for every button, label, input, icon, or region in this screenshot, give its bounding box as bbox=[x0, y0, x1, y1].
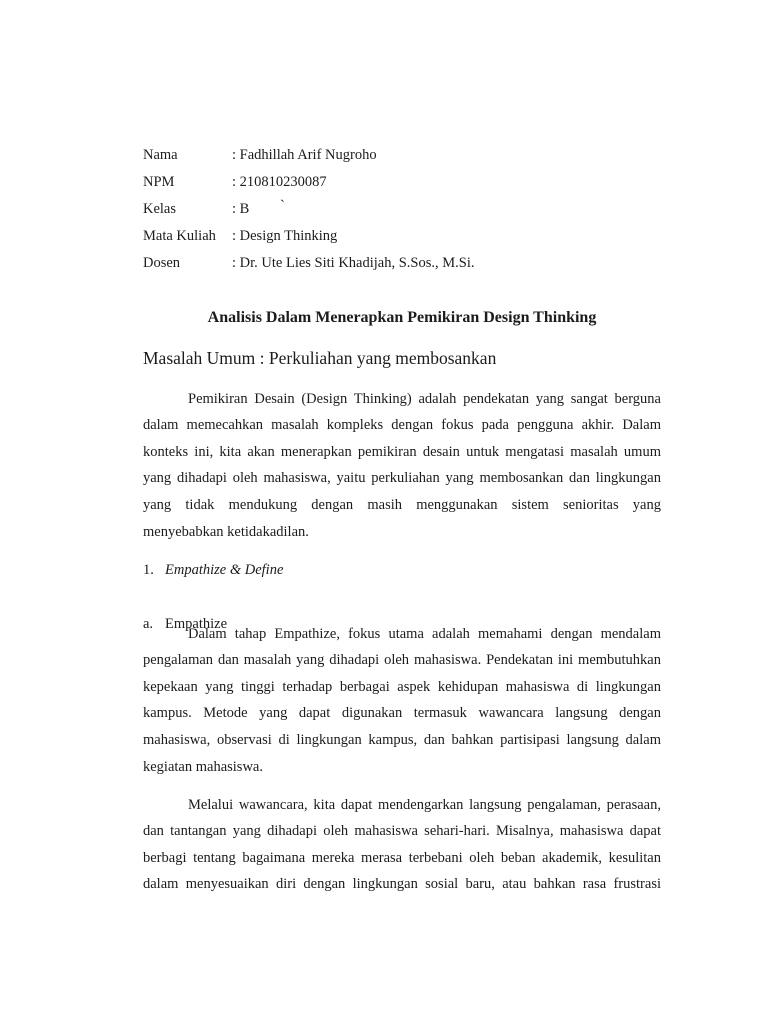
identity-value: : Design Thinking bbox=[232, 227, 338, 244]
identity-label: Kelas bbox=[143, 200, 177, 217]
problem-heading: Masalah Umum : Perkuliahan yang membosankan bbox=[143, 348, 497, 368]
identity-value: : B bbox=[232, 200, 250, 217]
identity-header bbox=[143, 142, 661, 277]
stray-mark: ` bbox=[280, 197, 285, 214]
paragraph-line: kampus. Metode yang dapat digunakan termasuk wawancara langsung dengan bbox=[143, 705, 661, 722]
paragraph-line: mahasiswa, observasi di lingkungan kampus, dan bahkan partisipasi langsung dalam bbox=[143, 732, 661, 749]
subsection-label: Empathize bbox=[165, 615, 228, 632]
paragraph-line: kepekaan yang tinggi terhadap berbagai aspek kehidupan mahasiswa di lingkungan bbox=[143, 678, 661, 695]
interview-paragraph bbox=[143, 792, 661, 898]
section-heading bbox=[143, 557, 661, 584]
paragraph-line: dalam menyesuaikan diri dengan lingkungan sosial baru, atau bahkan rasa frustrasi bbox=[143, 876, 661, 893]
identity-label: Dosen bbox=[143, 254, 181, 271]
identity-label: Nama bbox=[143, 146, 178, 163]
paragraph-line: Dalam tahap Empathize, fokus utama adalah memahami dengan mendalam bbox=[188, 625, 661, 642]
subsection-letter: a. bbox=[143, 615, 154, 632]
paragraph-line: konteks ini, kita akan menerapkan pemikiran desain untuk mengatasi masalah umum bbox=[143, 443, 661, 460]
identity-row-nama bbox=[143, 142, 661, 169]
identity-label: Mata Kuliah bbox=[143, 227, 216, 244]
paragraph-line: kegiatan mahasiswa. bbox=[143, 758, 263, 775]
paragraph-line: Pemikiran Desain (Design Thinking) adalah pendekatan yang sangat berguna bbox=[188, 390, 661, 407]
identity-row-dosen bbox=[143, 250, 661, 277]
identity-row-npm bbox=[143, 169, 661, 196]
empathize-paragraph bbox=[143, 621, 661, 781]
section-label: Empathize & Define bbox=[165, 561, 284, 578]
identity-row-kelas bbox=[143, 196, 661, 223]
identity-row-mata-kuliah bbox=[143, 223, 661, 250]
identity-value: : 210810230087 bbox=[232, 173, 327, 190]
paragraph-line: berbagi tentang bagaimana mereka merasa terbebani oleh beban akademik, kesulitan bbox=[143, 849, 661, 866]
section-number: 1. bbox=[143, 561, 154, 578]
paragraph-line: yang dihadapi oleh mahasiswa, yaitu perkuliahan yang membosankan dan lingkungan bbox=[143, 470, 661, 487]
paragraph-line: dan tantangan yang dihadapi oleh mahasiswa sehari-hari. Misalnya, mahasiswa dapat bbox=[143, 823, 661, 840]
paragraph-line: dalam memecahkan masalah kompleks dengan fokus pada pengguna akhir. Dalam bbox=[143, 417, 661, 434]
paragraph-line: Melalui wawancara, kita dapat mendengarkan langsung pengalaman, perasaan, bbox=[188, 796, 661, 813]
paragraph-line: yang tidak mendukung dengan masih menggunakan sistem senioritas yang bbox=[143, 497, 661, 514]
paragraph-line: pengalaman dan masalah yang dihadapi oleh mahasiswa. Pendekatan ini membutuhkan bbox=[143, 652, 661, 669]
identity-value: : Fadhillah Arif Nugroho bbox=[232, 146, 377, 163]
identity-value: : Dr. Ute Lies Siti Khadijah, S.Sos., M.Si. bbox=[232, 254, 475, 271]
intro-paragraph bbox=[143, 386, 661, 546]
identity-label: NPM bbox=[143, 173, 175, 190]
paragraph-line: menyebabkan ketidakadilan. bbox=[143, 523, 309, 540]
document-title: Analisis Dalam Menerapkan Pemikiran Design Thinking bbox=[207, 309, 597, 326]
